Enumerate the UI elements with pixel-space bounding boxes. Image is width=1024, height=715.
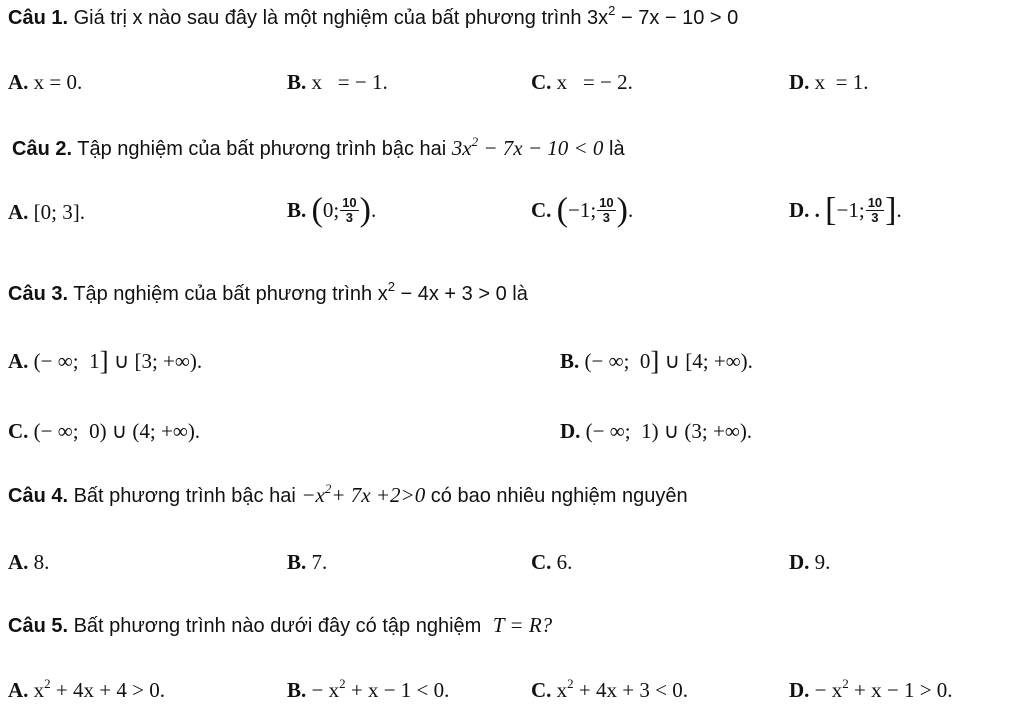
option-c[interactable]: C. (− ∞; 0) ∪ (4; +∞). xyxy=(8,419,201,443)
option-c[interactable]: C. 6. xyxy=(531,550,573,574)
option-b[interactable]: B. (− ∞; 0] ∪ [4; +∞). xyxy=(560,346,753,376)
option-b[interactable]: B. − $x^2 + x - 1 < 0$. xyxy=(287,676,450,702)
option-a[interactable]: A. (− ∞; 1] ∪ [3; +∞). xyxy=(8,346,203,376)
fraction: $\frac{10}{3}$ xyxy=(599,195,614,225)
question-5 xyxy=(8,615,552,636)
question-label: Câu 2. xyxy=(12,138,73,160)
option-a[interactable]: A. $x^2 + 4x + 4 > 0$. xyxy=(8,676,165,702)
option-d[interactable]: D. (− ∞; 1) ∪ (3; +∞). xyxy=(560,419,753,443)
option-c[interactable]: C. x = − 2. xyxy=(531,70,633,94)
question-text: Tập nghiệm của bất phương trình xyxy=(73,283,373,305)
question-4 xyxy=(8,481,688,507)
option-a[interactable]: A. [0; 3]. xyxy=(8,200,85,224)
question-1 xyxy=(8,3,739,29)
question-expression: T = R? xyxy=(492,613,553,637)
question-expression: $3x^2 - 7x - 10 > 0$ xyxy=(587,3,739,29)
option-c[interactable]: C. $x^2 + 4x + 3 < 0$. xyxy=(531,676,688,702)
question-expression: $-x^2+ 7x +2>0$ xyxy=(301,481,426,507)
option-d[interactable]: D. 9. xyxy=(789,550,831,574)
question-text: Bất phương trình bậc hai xyxy=(73,485,296,507)
question-suffix: có bao nhiêu nghiệm nguyên xyxy=(430,485,688,507)
option-d[interactable]: D. . [−1; $\frac{10}{3}$ ]. xyxy=(789,191,902,229)
option-b[interactable]: B. (0; $\frac{10}{3}$ ). xyxy=(287,191,377,229)
fraction: $\frac{10}{3}$ xyxy=(342,195,357,225)
question-text: Bất phương trình nào dưới đây có tập nghiệm xyxy=(73,615,482,637)
option-d[interactable]: D. − $x^2 + x - 1 > 0$. xyxy=(789,676,953,702)
option-c[interactable]: C. (−1; $\frac{10}{3}$ ). xyxy=(531,191,634,229)
question-suffix: là xyxy=(512,283,528,305)
question-label: Câu 5. xyxy=(8,615,69,637)
fraction: $\frac{10}{3}$ xyxy=(867,195,883,225)
option-d[interactable]: D. x = 1. xyxy=(789,70,869,94)
question-label: Câu 4. xyxy=(8,485,69,507)
option-a[interactable]: A. x = 0. xyxy=(8,70,83,94)
question-expression: $3x^2 - 7x - 10 < 0$ xyxy=(451,134,604,160)
question-expression: $x^2 - 4x + 3 > 0$ xyxy=(377,279,507,305)
question-3 xyxy=(8,279,528,305)
option-b[interactable]: B. x = − 1. xyxy=(287,70,388,94)
question-label: Câu 3. xyxy=(8,283,69,305)
question-2 xyxy=(12,134,625,160)
question-text: Tập nghiệm của bất phương trình bậc hai xyxy=(77,138,447,160)
question-label: Câu 1. xyxy=(8,7,69,29)
question-suffix: là xyxy=(609,138,625,160)
option-a[interactable]: A. 8. xyxy=(8,550,50,574)
option-b[interactable]: B. 7. xyxy=(287,550,328,574)
question-text: Giá trị x nào sau đây là một nghiệm của bất phương trình xyxy=(73,7,582,29)
